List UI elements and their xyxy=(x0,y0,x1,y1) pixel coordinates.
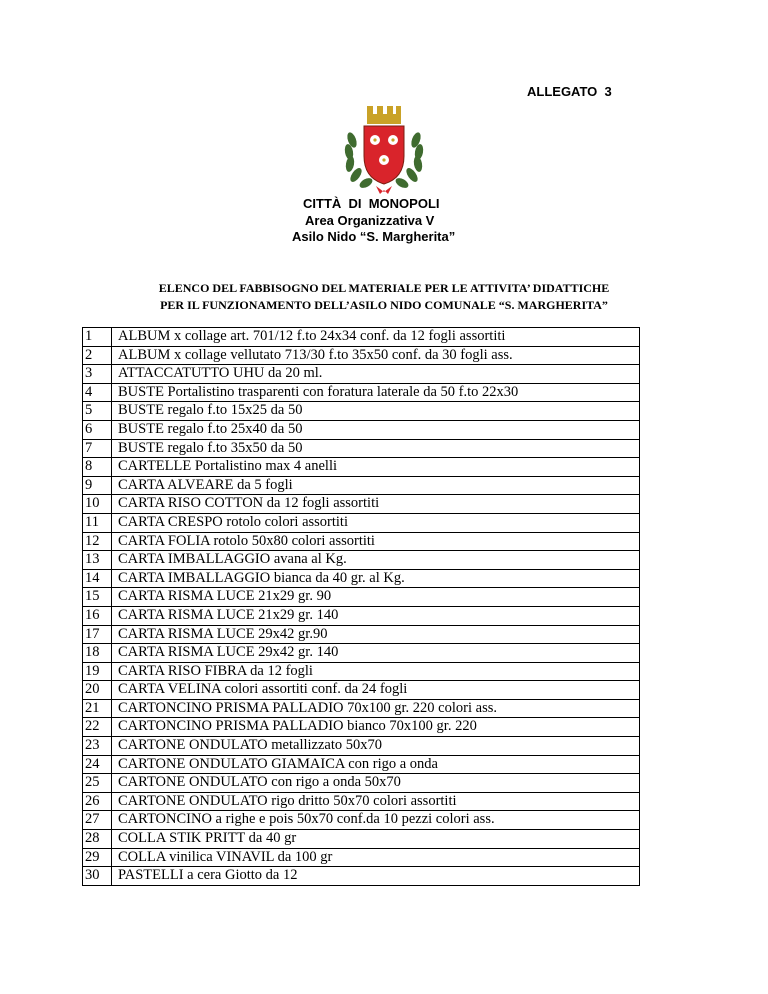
item-description: CARTONCINO a righe e pois 50x70 conf.da 10 pezzi colori ass. xyxy=(112,811,640,830)
heading-line-1: ELENCO DEL FABBISOGNO DEL MATERIALE PER LE ATTIVITA’ DIDATTICHE xyxy=(158,281,610,295)
item-number: 13 xyxy=(83,551,112,570)
item-description: CARTA RISMA LUCE 21x29 gr. 90 xyxy=(112,588,640,607)
item-description: CARTELLE Portalistino max 4 anelli xyxy=(112,458,640,477)
table-row xyxy=(83,439,640,458)
coat-of-arms-icon xyxy=(338,100,430,196)
item-number: 16 xyxy=(83,606,112,625)
table-row xyxy=(83,737,640,756)
table-row xyxy=(83,644,640,663)
item-description: BUSTE regalo f.to 35x50 da 50 xyxy=(112,439,640,458)
item-description: CARTONCINO PRISMA PALLADIO 70x100 gr. 220 colori ass. xyxy=(112,699,640,718)
table-row xyxy=(83,699,640,718)
item-number: 23 xyxy=(83,737,112,756)
item-description: ALBUM x collage art. 701/12 f.to 24x34 conf. da 12 fogli assortiti xyxy=(112,328,640,347)
item-description: CARTA VELINA colori assortiti conf. da 24 fogli xyxy=(112,681,640,700)
item-description: CARTA RISMA LUCE 29x42 gr.90 xyxy=(112,625,640,644)
table-row xyxy=(83,551,640,570)
item-number: 30 xyxy=(83,867,112,886)
item-number: 4 xyxy=(83,383,112,402)
table-row xyxy=(83,532,640,551)
table-row xyxy=(83,792,640,811)
item-number: 26 xyxy=(83,792,112,811)
item-description: BUSTE regalo f.to 25x40 da 50 xyxy=(112,420,640,439)
table-row xyxy=(83,328,640,347)
table-row xyxy=(83,495,640,514)
item-number: 1 xyxy=(83,328,112,347)
table-row xyxy=(83,402,640,421)
item-description: COLLA STIK PRITT da 40 gr xyxy=(112,830,640,849)
issuer-block xyxy=(288,196,455,246)
item-number: 19 xyxy=(83,662,112,681)
heading-line-2: PER IL FUNZIONAMENTO DELL’ASILO NIDO COMUNALE “S. MARGHERITA” xyxy=(160,298,608,312)
item-number: 28 xyxy=(83,830,112,849)
table-row xyxy=(83,774,640,793)
table-row xyxy=(83,346,640,365)
table-row xyxy=(83,513,640,532)
item-description: CARTA RISO FIBRA da 12 fogli xyxy=(112,662,640,681)
item-number: 11 xyxy=(83,513,112,532)
item-description: CARTONE ONDULATO con rigo a onda 50x70 xyxy=(112,774,640,793)
table-row xyxy=(83,476,640,495)
item-number: 18 xyxy=(83,644,112,663)
table-row xyxy=(83,383,640,402)
item-description: CARTONE ONDULATO metallizzato 50x70 xyxy=(112,737,640,756)
table-row xyxy=(83,458,640,477)
item-number: 8 xyxy=(83,458,112,477)
table-row xyxy=(83,662,640,681)
item-number: 2 xyxy=(83,346,112,365)
item-number: 24 xyxy=(83,755,112,774)
item-number: 5 xyxy=(83,402,112,421)
item-description: ALBUM x collage vellutato 713/30 f.to 35x50 conf. da 30 fogli ass. xyxy=(112,346,640,365)
item-description: CARTA RISMA LUCE 21x29 gr. 140 xyxy=(112,606,640,625)
item-number: 20 xyxy=(83,681,112,700)
item-number: 15 xyxy=(83,588,112,607)
item-description: CARTA IMBALLAGGIO avana al Kg. xyxy=(112,551,640,570)
document-heading xyxy=(0,280,768,314)
table-row xyxy=(83,718,640,737)
city-name: CITTÀ DI MONOPOLI xyxy=(303,196,440,211)
item-description: CARTONE ONDULATO GIAMAICA con rigo a onda xyxy=(112,755,640,774)
table-row xyxy=(83,811,640,830)
table-row xyxy=(83,588,640,607)
item-number: 27 xyxy=(83,811,112,830)
item-number: 6 xyxy=(83,420,112,439)
item-number: 22 xyxy=(83,718,112,737)
item-number: 10 xyxy=(83,495,112,514)
table-row xyxy=(83,365,640,384)
organizational-area: Area Organizzativa V xyxy=(305,212,435,228)
table-row xyxy=(83,625,640,644)
item-description: CARTA ALVEARE da 5 fogli xyxy=(112,476,640,495)
nursery-name: Asilo Nido “S. Margherita” xyxy=(292,229,456,244)
item-number: 21 xyxy=(83,699,112,718)
table-row xyxy=(83,830,640,849)
item-description: BUSTE regalo f.to 15x25 da 50 xyxy=(112,402,640,421)
table-row xyxy=(83,569,640,588)
table-row xyxy=(83,848,640,867)
materials-table xyxy=(82,327,640,886)
table-row xyxy=(83,681,640,700)
item-description: ATTACCATUTTO UHU da 20 ml. xyxy=(112,365,640,384)
item-description: PASTELLI a cera Giotto da 12 xyxy=(112,867,640,886)
item-description: CARTONE ONDULATO rigo dritto 50x70 colori assortiti xyxy=(112,792,640,811)
item-description: CARTA RISMA LUCE 29x42 gr. 140 xyxy=(112,644,640,663)
item-description: CARTONCINO PRISMA PALLADIO bianco 70x100 gr. 220 xyxy=(112,718,640,737)
item-number: 14 xyxy=(83,569,112,588)
item-description: BUSTE Portalistino trasparenti con foratura laterale da 50 f.to 22x30 xyxy=(112,383,640,402)
item-description: CARTA RISO COTTON da 12 fogli assortiti xyxy=(112,495,640,514)
item-number: 12 xyxy=(83,532,112,551)
table-row xyxy=(83,606,640,625)
item-number: 3 xyxy=(83,365,112,384)
item-number: 7 xyxy=(83,439,112,458)
annex-label: ALLEGATO 3 xyxy=(527,84,612,99)
item-number: 9 xyxy=(83,476,112,495)
item-number: 17 xyxy=(83,625,112,644)
item-number: 29 xyxy=(83,848,112,867)
item-description: CARTA FOLIA rotolo 50x80 colori assortiti xyxy=(112,532,640,551)
table-row xyxy=(83,867,640,886)
item-number: 25 xyxy=(83,774,112,793)
table-row xyxy=(83,755,640,774)
item-description: COLLA vinilica VINAVIL da 100 gr xyxy=(112,848,640,867)
table-row xyxy=(83,420,640,439)
item-description: CARTA IMBALLAGGIO bianca da 40 gr. al Kg. xyxy=(112,569,640,588)
item-description: CARTA CRESPO rotolo colori assortiti xyxy=(112,513,640,532)
